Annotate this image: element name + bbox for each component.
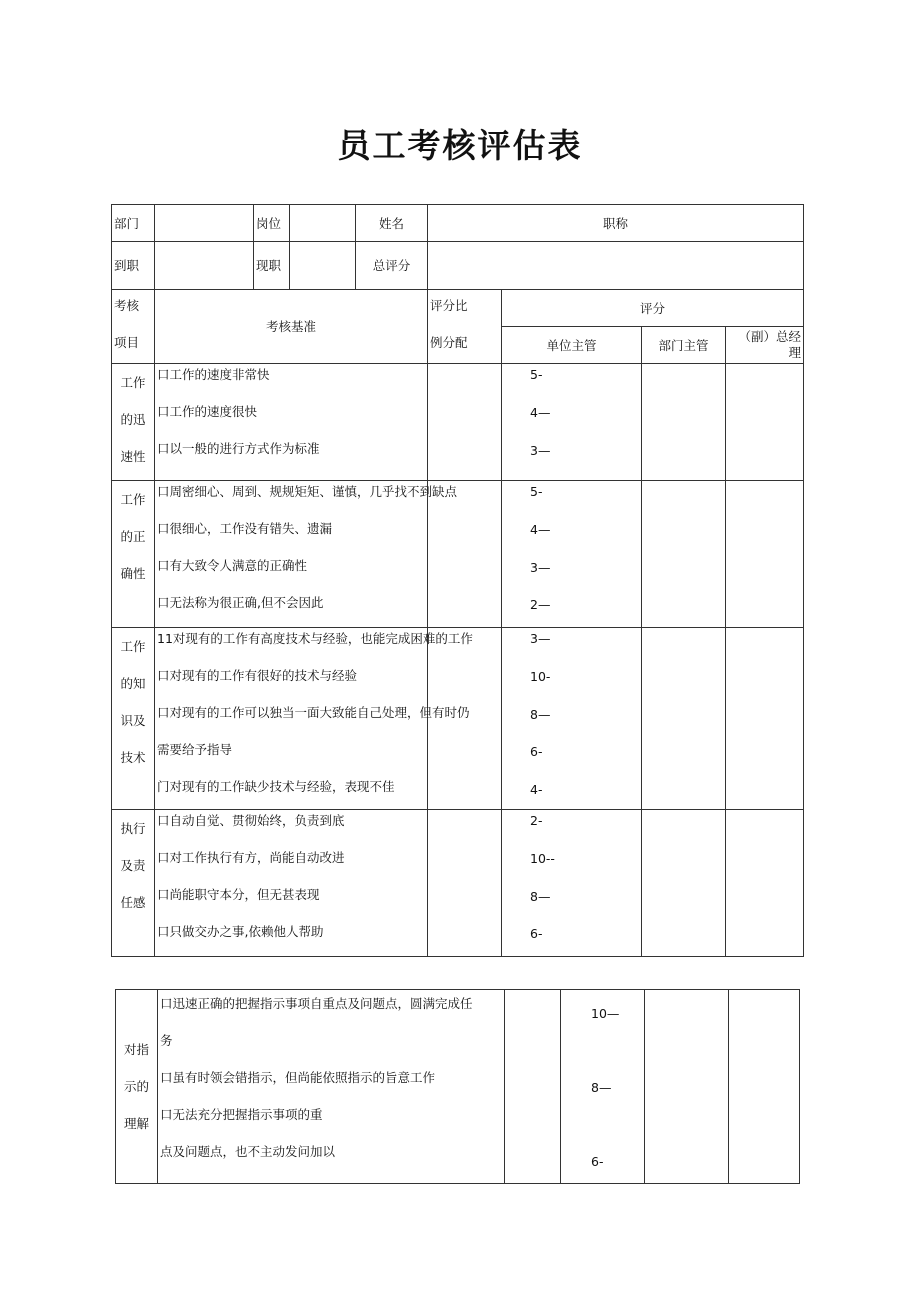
page-title: 员工考核评估表 xyxy=(337,126,583,165)
category-line: 的迅 xyxy=(120,412,146,427)
criteria-option[interactable]: 口对现有的工作有很好的技术与经验 xyxy=(157,668,358,683)
unit-score-cell[interactable] xyxy=(502,481,642,628)
score-value: 6- xyxy=(591,1154,604,1169)
rank-label: 职称 xyxy=(428,205,804,242)
dept-score-cell[interactable] xyxy=(642,364,726,481)
name-label: 姓名 xyxy=(356,205,428,242)
score-value: 8— xyxy=(530,889,551,904)
score-value: 8— xyxy=(530,707,551,722)
dept-score-cell[interactable] xyxy=(645,990,729,1184)
category-line: 技术 xyxy=(120,750,146,765)
criteria-option[interactable]: 口无法充分把握指示事项的重 xyxy=(160,1107,323,1122)
gm-score-cell[interactable] xyxy=(726,628,804,810)
section-instruction xyxy=(116,990,800,1184)
category-line: 速性 xyxy=(120,449,146,464)
dept-score-cell[interactable] xyxy=(642,481,726,628)
gm-score-cell[interactable] xyxy=(726,481,804,628)
header-row-2 xyxy=(112,242,804,290)
category-line: 工作 xyxy=(120,492,146,507)
item-header xyxy=(112,290,155,364)
dept-score-cell[interactable] xyxy=(642,628,726,810)
ratio-header xyxy=(428,290,502,364)
score-value: 8— xyxy=(591,1080,612,1095)
category-cell xyxy=(116,990,158,1184)
ratio-cell[interactable] xyxy=(428,364,502,481)
criteria-option[interactable]: 口尚能职守本分，但无甚表现 xyxy=(157,887,320,902)
category-line: 工作 xyxy=(120,639,146,654)
category-line: 对指 xyxy=(123,1042,149,1057)
score-value: 2— xyxy=(530,597,551,612)
criteria-option[interactable]: 口有大致令人满意的正确性 xyxy=(157,558,308,573)
ratio-cell[interactable] xyxy=(428,810,502,957)
criteria-option: 务 xyxy=(160,1033,173,1048)
gm-header-line-1: （副）总经 xyxy=(738,329,802,345)
criteria-option[interactable]: 口无法称为很正确,但不会因此 xyxy=(157,595,324,610)
criteria-option[interactable]: 口工作的速度非常快 xyxy=(157,367,270,382)
item-header-line-2: 项目 xyxy=(114,335,140,350)
score-value: 3— xyxy=(530,560,551,575)
criteria-option[interactable]: 口对现有的工作可以独当一面大致能自己处理，但有时仍 xyxy=(157,705,470,720)
item-header-line-1: 考核 xyxy=(114,298,140,313)
score-header: 评分 xyxy=(502,290,804,327)
category-line: 理解 xyxy=(123,1116,149,1131)
category-cell xyxy=(112,810,155,957)
dept-score-cell[interactable] xyxy=(642,810,726,957)
criteria-option[interactable]: 11对现有的工作有高度技术与经验，也能完成困难的工作 xyxy=(157,631,473,646)
ratio-header-line-1: 评分比 xyxy=(430,298,468,313)
gm-header xyxy=(726,327,804,364)
section-speed xyxy=(112,364,804,481)
current-field[interactable] xyxy=(290,242,356,290)
gm-score-cell[interactable] xyxy=(729,990,800,1184)
score-value: 4— xyxy=(530,522,551,537)
post-field[interactable] xyxy=(290,205,356,242)
category-line: 工作 xyxy=(120,375,146,390)
evaluation-table-continued xyxy=(115,989,800,1184)
section-responsibility xyxy=(112,810,804,957)
criteria-option[interactable]: 口工作的速度很快 xyxy=(157,404,258,419)
column-header-row-1 xyxy=(112,290,804,327)
category-line: 识及 xyxy=(120,713,146,728)
criteria-cell xyxy=(155,810,428,957)
unit-score-cell[interactable] xyxy=(502,628,642,810)
category-line: 示的 xyxy=(123,1079,149,1094)
criteria-header: 考核基准 xyxy=(155,290,428,364)
section-knowledge xyxy=(112,628,804,810)
score-value: 4— xyxy=(530,405,551,420)
gm-score-cell[interactable] xyxy=(726,810,804,957)
criteria-option[interactable]: 口虽有时领会错指示，但尚能依照指示的旨意工作 xyxy=(160,1070,436,1085)
criteria-option[interactable]: 口以一般的进行方式作为标准 xyxy=(157,441,320,456)
score-value: 4- xyxy=(530,782,543,797)
score-value: 3— xyxy=(530,443,551,458)
category-line: 任感 xyxy=(120,895,146,910)
category-line: 的正 xyxy=(120,529,146,544)
total-label: 总评分 xyxy=(356,242,428,290)
criteria-option[interactable]: 口很细心，工作没有错失、遗漏 xyxy=(157,521,333,536)
ratio-cell[interactable] xyxy=(505,990,561,1184)
criteria-cell xyxy=(155,481,458,628)
unit-score-cell[interactable] xyxy=(502,364,642,481)
ratio-cell[interactable] xyxy=(428,481,502,628)
score-value: 3— xyxy=(530,631,551,646)
criteria-cell xyxy=(155,364,428,481)
unit-score-cell[interactable] xyxy=(561,990,645,1184)
score-value: 6- xyxy=(530,744,543,759)
criteria-option[interactable]: 口只做交办之事,依赖他人帮助 xyxy=(157,924,324,939)
total-field[interactable] xyxy=(428,242,804,290)
score-value: 5- xyxy=(530,484,543,499)
section-accuracy xyxy=(112,481,804,628)
criteria-option[interactable]: 口自动自觉、贯彻始终，负责到底 xyxy=(157,813,345,828)
score-value: 2- xyxy=(530,813,543,828)
category-cell xyxy=(112,481,155,628)
score-value: 10- xyxy=(530,669,551,684)
evaluation-table xyxy=(111,204,804,957)
category-cell xyxy=(112,364,155,481)
unit-score-cell[interactable] xyxy=(502,810,642,957)
join-field[interactable] xyxy=(155,242,254,290)
criteria-cell xyxy=(155,628,473,810)
criteria-option: 需要给予指导 xyxy=(157,742,233,757)
category-line: 执行 xyxy=(120,821,146,836)
post-label: 岗位 xyxy=(254,205,290,242)
current-label: 现职 xyxy=(254,242,290,290)
criteria-option[interactable]: 口周密细心、周到、规规矩矩、谨慎，几乎找不到缺点 xyxy=(157,484,458,499)
score-value: 5- xyxy=(530,367,543,382)
unit-manager-header: 单位主管 xyxy=(502,327,642,364)
criteria-option[interactable]: 门对现有的工作缺少技术与经验，表现不佳 xyxy=(157,779,395,794)
score-value: 10— xyxy=(591,1006,620,1021)
ratio-header-line-2: 例分配 xyxy=(430,335,468,350)
category-line: 及责 xyxy=(120,858,146,873)
criteria-option[interactable]: 口对工作执行有方，尚能自动改进 xyxy=(157,850,345,865)
dept-field[interactable] xyxy=(155,205,254,242)
criteria-cell xyxy=(158,990,505,1184)
gm-score-cell[interactable] xyxy=(726,364,804,481)
gm-header-line-2: 理 xyxy=(788,345,802,360)
criteria-option: 点及问题点，也不主动发问加以 xyxy=(160,1144,336,1159)
score-value: 10-- xyxy=(530,851,555,866)
header-row-1 xyxy=(112,205,804,242)
criteria-option[interactable]: 口迅速正确的把握指示事项自重点及问题点，圆满完成任 xyxy=(160,996,473,1011)
dept-manager-header: 部门主管 xyxy=(642,327,726,364)
score-value: 6- xyxy=(530,926,543,941)
category-line: 的知 xyxy=(120,676,146,691)
category-line: 确性 xyxy=(120,566,146,581)
dept-label: 部门 xyxy=(112,205,155,242)
category-cell xyxy=(112,628,155,810)
join-label: 到职 xyxy=(112,242,155,290)
